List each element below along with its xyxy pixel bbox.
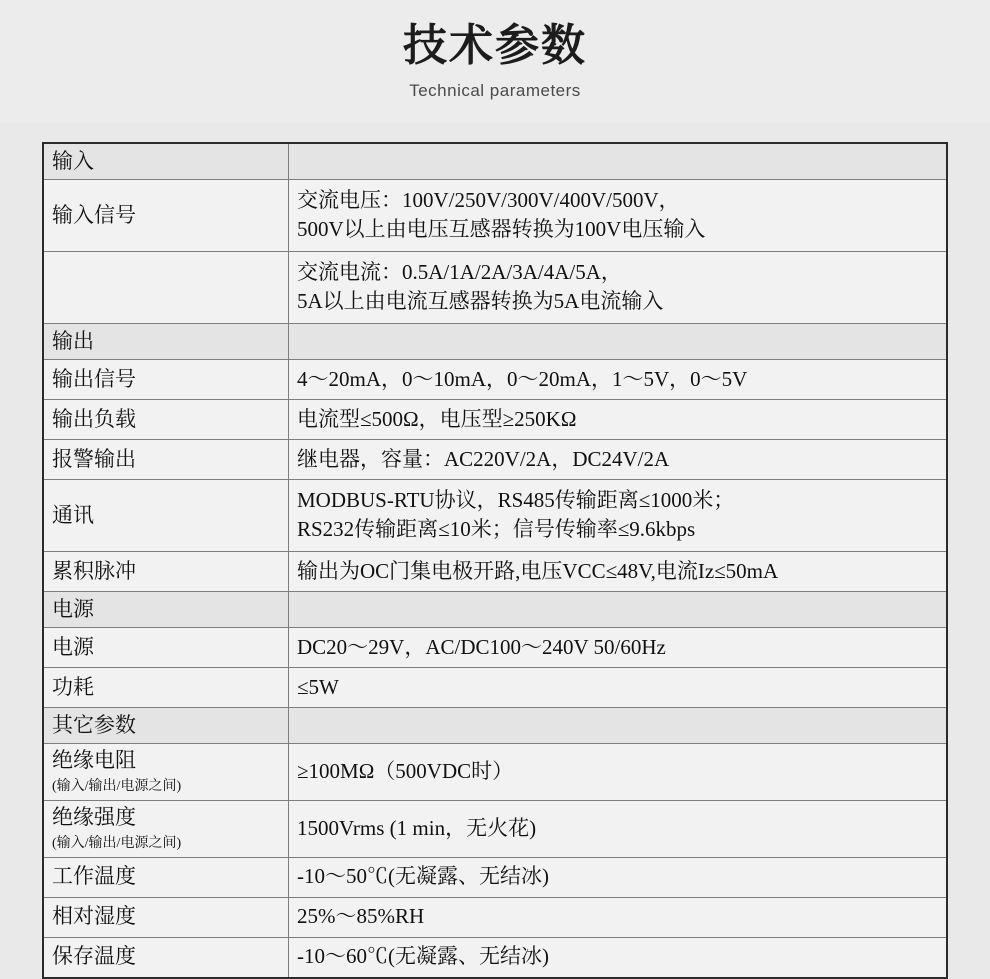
table-row: [43, 668, 947, 708]
spec-table-body: [43, 143, 947, 978]
row-label: [43, 857, 289, 897]
table-row: [43, 628, 947, 668]
row-value-line: 交流电压：100V/250V/300V/400V/500V，: [297, 188, 680, 213]
row-label: [43, 143, 289, 180]
row-value: [289, 480, 948, 552]
table-section-row: [43, 708, 947, 744]
row-label: [43, 360, 289, 400]
row-label: [43, 628, 289, 668]
row-label-text: 输出负载: [52, 406, 136, 431]
row-label-text: 电源: [52, 596, 94, 621]
table-row: [43, 857, 947, 897]
table-row: [43, 400, 947, 440]
row-label-text: 电源: [52, 634, 94, 659]
table-row: [43, 360, 947, 400]
spec-table-container: [0, 122, 990, 979]
page-subtitle: Technical parameters: [409, 81, 581, 100]
row-value: [289, 668, 948, 708]
row-value-line: 5A以上由电流互感器转换为5A电流输入: [297, 289, 664, 313]
row-label-text: 绝缘强度: [52, 804, 136, 829]
row-value: [289, 360, 948, 400]
table-row: [43, 897, 947, 937]
row-value: [289, 897, 948, 937]
table-row: [43, 252, 947, 324]
row-label-text: 报警输出: [52, 446, 136, 471]
table-row: [43, 180, 947, 252]
row-label-text: 功耗: [52, 674, 94, 699]
table-section-row: [43, 324, 947, 360]
row-value: [289, 628, 948, 668]
row-value-line: MODBUS-RTU协议，RS485传输距离≤1000米；: [297, 488, 735, 513]
row-label: [43, 708, 289, 744]
row-value: [289, 252, 948, 324]
page-header: [0, 0, 990, 122]
row-value: [289, 400, 948, 440]
row-value-line: -10～60℃(无凝露、无结冰): [297, 944, 549, 969]
page-title: 技术参数: [403, 20, 587, 71]
row-value-line: 输出为OC门集电极开路,电压VCC≤48V,电流Iz≤50mA: [297, 558, 779, 583]
row-value: [289, 440, 948, 480]
row-value-line: 交流电流：0.5A/1A/2A/3A/4A/5A，: [297, 260, 622, 285]
table-section-row: [43, 592, 947, 628]
row-label: [43, 592, 289, 628]
table-row: [43, 937, 947, 978]
row-label-text: 工作温度: [52, 864, 136, 889]
row-value-line: ≤5W: [297, 674, 339, 699]
table-row: [43, 744, 947, 801]
table-row: [43, 480, 947, 552]
row-value: [289, 800, 948, 857]
row-label-text: 通讯: [52, 502, 94, 527]
row-label-text: 输入: [52, 148, 94, 173]
row-label: [43, 400, 289, 440]
row-value-line: DC20～29V，AC/DC100～240V 50/60Hz: [297, 634, 666, 659]
row-value-line: 4～20mA，0～10mA，0～20mA，1～5V，0～5V: [297, 366, 748, 391]
row-label: [43, 480, 289, 552]
table-section-row: [43, 143, 947, 180]
row-label-text: 相对湿度: [52, 904, 136, 929]
row-value: [289, 937, 948, 978]
row-value-line: 25%～85%RH: [297, 904, 425, 929]
row-value-line: RS232传输距离≤10米；信号传输率≤9.6kbps: [297, 517, 696, 541]
table-row: [43, 440, 947, 480]
row-label-note: (输入/输出/电源之间): [52, 778, 182, 794]
row-value-line: 1500Vrms (1 min，无火花): [297, 815, 537, 840]
row-label: [43, 552, 289, 592]
row-value: [289, 708, 948, 744]
row-label: [43, 252, 289, 324]
row-value: [289, 744, 948, 801]
row-value-line: 电流型≤500Ω，电压型≥250KΩ: [297, 406, 577, 431]
row-label-text: 其它参数: [52, 712, 136, 737]
row-value: [289, 324, 948, 360]
row-value-line: 500V以上由电压互感器转换为100V电压输入: [297, 217, 706, 241]
row-label: [43, 897, 289, 937]
row-value-line: ≥100MΩ（500VDC时）: [297, 759, 514, 783]
row-label: [43, 937, 289, 978]
row-label-text: 累积脉冲: [52, 558, 136, 583]
row-value-line: -10～50℃(无凝露、无结冰): [297, 864, 549, 889]
table-row: [43, 800, 947, 857]
row-value: [289, 857, 948, 897]
row-value: [289, 552, 948, 592]
technical-parameters-table: [42, 142, 948, 979]
row-value: [289, 592, 948, 628]
table-row: [43, 552, 947, 592]
row-label-text: 输出: [52, 328, 94, 353]
row-label: [43, 668, 289, 708]
row-value: [289, 180, 948, 252]
row-label: [43, 440, 289, 480]
row-label-text: 输入信号: [52, 202, 136, 227]
row-label-text: 输出信号: [52, 366, 136, 391]
row-label: [43, 744, 289, 801]
row-label-text: 保存温度: [52, 944, 136, 969]
row-value-line: 继电器，容量：AC220V/2A，DC24V/2A: [297, 446, 670, 471]
row-label-note: (输入/输出/电源之间): [52, 835, 182, 851]
row-label: [43, 800, 289, 857]
row-value: [289, 143, 948, 180]
row-label: [43, 180, 289, 252]
row-label: [43, 324, 289, 360]
row-label-text: 绝缘电阻: [52, 748, 136, 772]
